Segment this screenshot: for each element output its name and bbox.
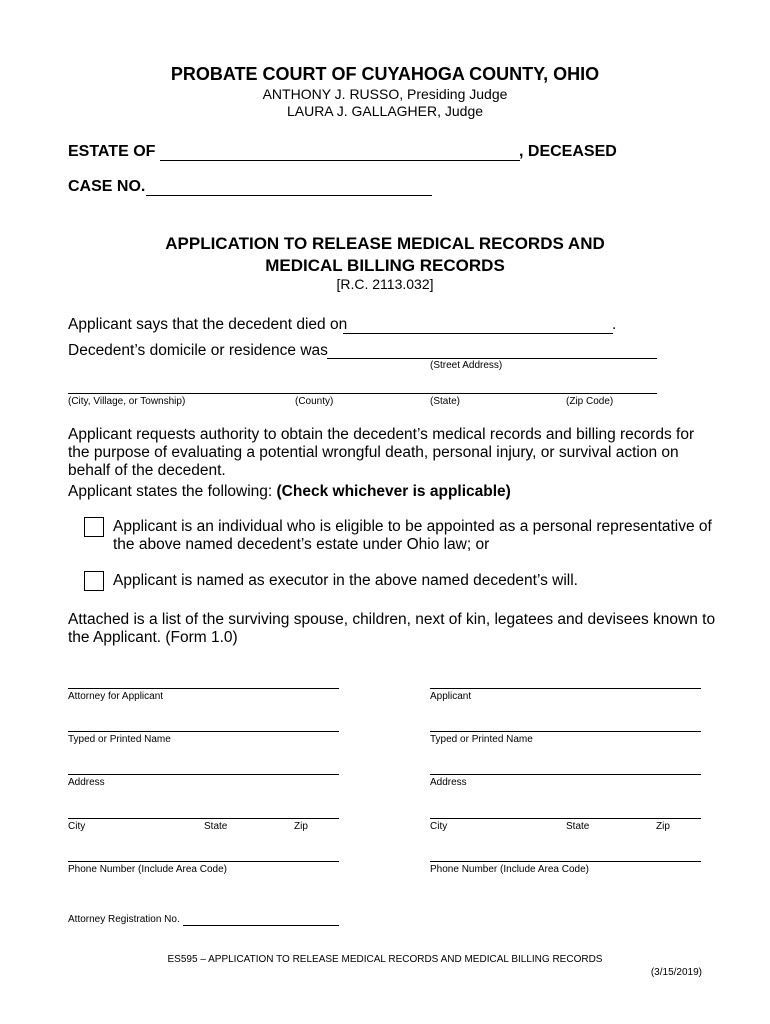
attorney-name-label: Typed or Printed Name: [68, 734, 171, 745]
attorney-phone-field[interactable]: [68, 861, 339, 862]
eligible-representative-checkbox[interactable]: [84, 517, 104, 537]
domicile-text: Decedent’s domicile or residence was: [68, 342, 328, 359]
attorney-signature-field[interactable]: [68, 688, 339, 689]
attorney-registration-field[interactable]: [183, 925, 339, 926]
attorney-zip-label: Zip: [294, 821, 308, 832]
case-no-field[interactable]: [146, 195, 432, 196]
attorney-phone-label: Phone Number (Include Area Code): [68, 864, 227, 875]
applicant-phone-field[interactable]: [430, 861, 701, 862]
applicant-state-label: State: [566, 821, 590, 832]
applicant-city-label: City: [430, 821, 448, 832]
court-name: PROBATE COURT OF CUYAHOGA COUNTY, OHIO: [170, 64, 600, 84]
presiding-judge: ANTHONY J. RUSSO, Presiding Judge: [262, 86, 508, 102]
states-following-label: Applicant states the following:: [68, 483, 277, 500]
check-applicable-label: (Check whichever is applicable): [276, 483, 511, 500]
attorney-registration-label: Attorney Registration No.: [68, 914, 180, 925]
form-footer-id: ES595 – APPLICATION TO RELEASE MEDICAL RECORDS AND MEDICAL BILLING RECORDS: [167, 954, 603, 965]
attorney-city-label: City: [68, 821, 86, 832]
city-label: (City, Village, or Township): [68, 396, 186, 407]
applicant-name-field[interactable]: [430, 731, 701, 732]
died-on-period: .: [612, 316, 617, 333]
date-of-death-field[interactable]: [343, 333, 613, 334]
option1-line1: Applicant is an individual who is eligible to be appointed as a personal representative of: [113, 518, 712, 535]
attorney-address-label: Address: [68, 777, 105, 788]
attached-line1: Attached is a list of the surviving spouse, children, next of kin, legatees and devisees known to: [68, 611, 716, 628]
attorney-label: Attorney for Applicant: [68, 691, 164, 702]
applicant-name-label: Typed or Printed Name: [430, 734, 533, 745]
statute-reference: [R.C. 2113.032]: [336, 276, 434, 292]
named-executor-checkbox[interactable]: [84, 571, 104, 591]
form-revision-date: (3/15/2019): [650, 967, 702, 978]
form-title-line2: MEDICAL BILLING RECORDS: [265, 256, 505, 275]
request-paragraph-line2: the purpose of evaluating a potential wrongful death, personal injury, or survival action on: [68, 444, 679, 461]
county-label: (County): [295, 396, 334, 407]
judge: LAURA J. GALLAGHER, Judge: [286, 103, 484, 119]
attached-line2: the Applicant. (Form 1.0): [68, 629, 238, 646]
applicant-label: Applicant: [430, 691, 472, 702]
applicant-city-state-zip-field[interactable]: [430, 818, 701, 819]
option2-text: Applicant is named as executor in the above named decedent’s will.: [113, 572, 578, 589]
applicant-signature-field[interactable]: [430, 688, 701, 689]
attorney-state-label: State: [204, 821, 228, 832]
applicant-address-field[interactable]: [430, 774, 701, 775]
died-on-text: Applicant says that the decedent died on: [68, 316, 348, 333]
zip-label: (Zip Code): [566, 396, 614, 407]
form-title-line1: APPLICATION TO RELEASE MEDICAL RECORDS AND: [165, 234, 605, 253]
attorney-city-state-zip-field[interactable]: [68, 818, 339, 819]
state-label: (State): [430, 396, 461, 407]
applicant-phone-label: Phone Number (Include Area Code): [430, 864, 589, 875]
request-paragraph-line1: Applicant requests authority to obtain the decedent’s medical records and billing records for: [68, 426, 695, 443]
states-following-text: [68, 483, 511, 501]
deceased-label: , DECEASED: [519, 143, 617, 160]
applicant-address-label: Address: [430, 777, 467, 788]
attorney-name-field[interactable]: [68, 731, 339, 732]
estate-of-label: ESTATE OF: [68, 143, 156, 160]
applicant-zip-label: Zip: [656, 821, 670, 832]
attorney-address-field[interactable]: [68, 774, 339, 775]
request-paragraph-line3: behalf of the decedent.: [68, 462, 226, 479]
case-no-label: CASE NO.: [68, 178, 146, 195]
street-address-label: (Street Address): [430, 360, 503, 371]
street-address-field[interactable]: [327, 358, 657, 359]
city-county-state-zip-field[interactable]: [68, 393, 657, 394]
option1-line2: the above named decedent’s estate under Ohio law; or: [113, 536, 490, 553]
estate-name-field[interactable]: [160, 160, 520, 161]
